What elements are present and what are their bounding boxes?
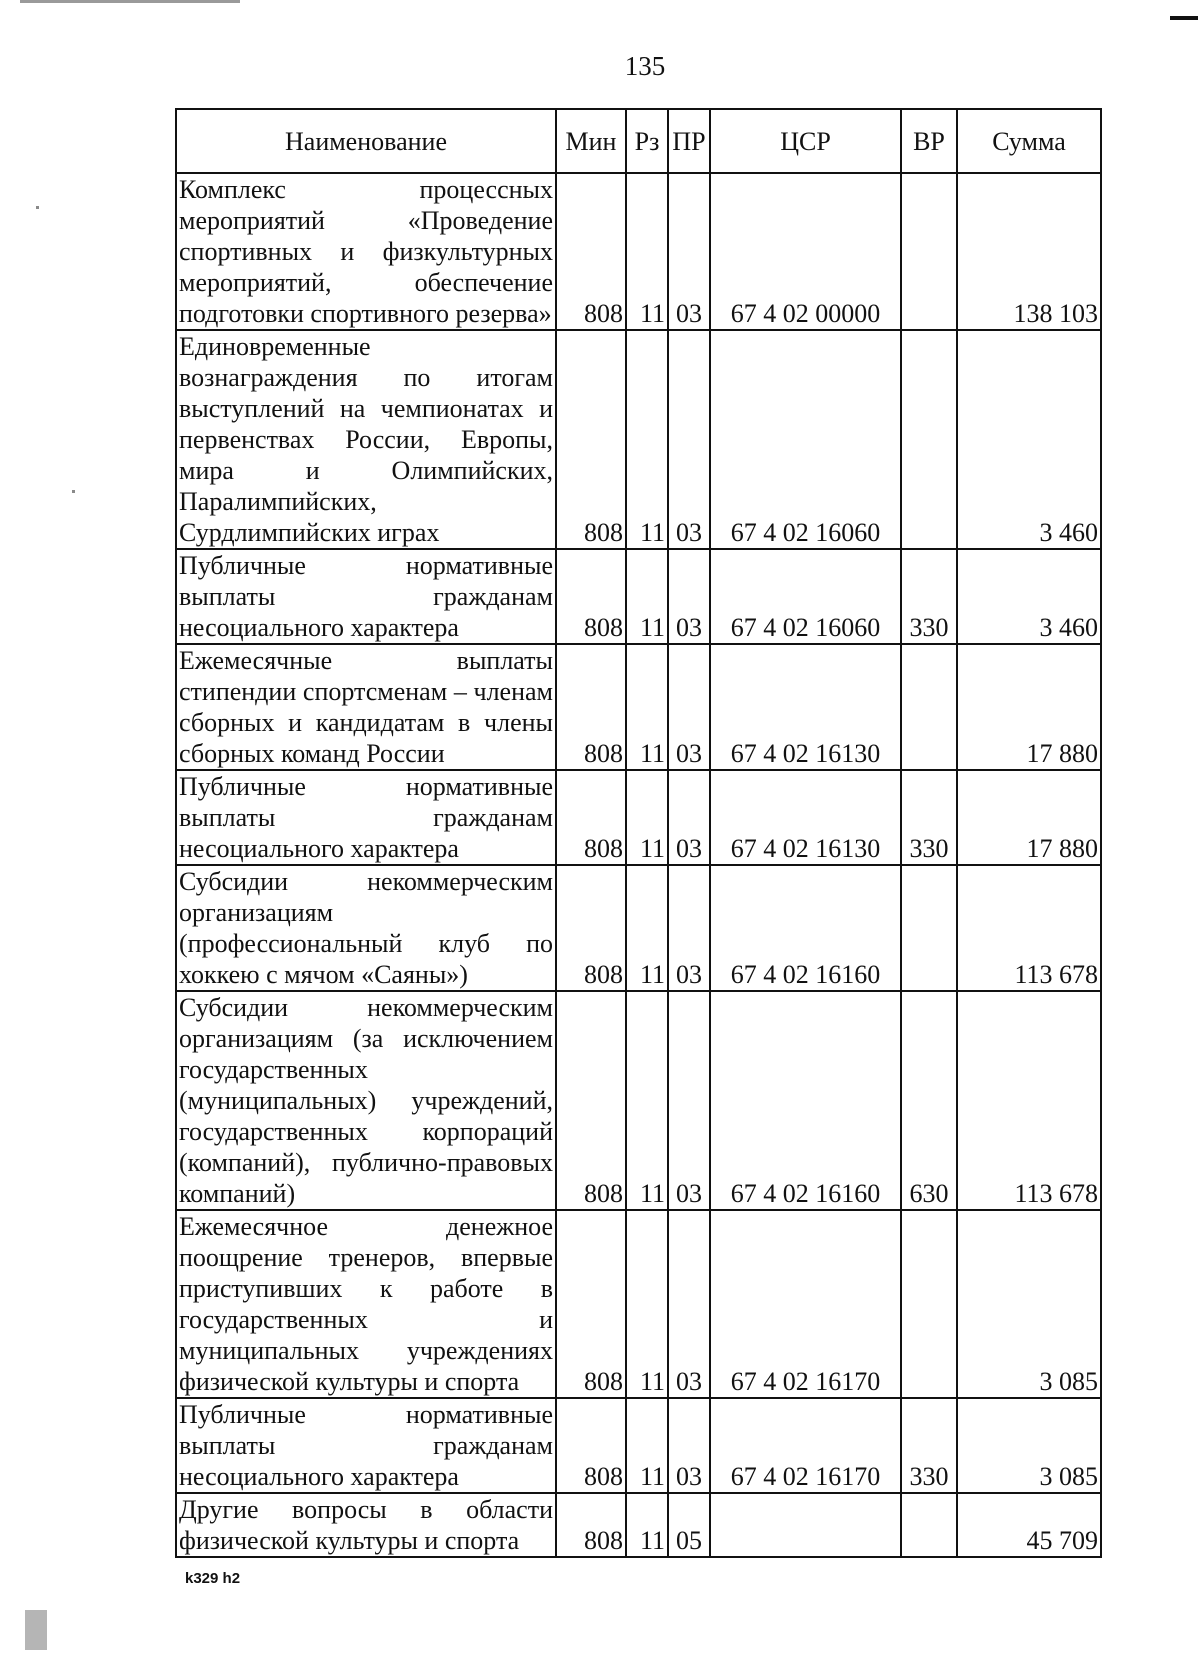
table-row (176, 865, 1101, 991)
budget-table (175, 108, 1102, 1558)
header-sum: Сумма (957, 109, 1101, 173)
row-name: Субсидии некоммерческим организациям (профессиональный клуб по хоккею с мячом «Саяны») (176, 865, 556, 991)
page-number: 135 (624, 51, 666, 81)
row-pr: 05 (668, 1493, 710, 1557)
row-vr (901, 1493, 957, 1557)
row-vr (901, 644, 957, 770)
row-csr: 67 4 02 00000 (710, 173, 901, 330)
row-name: Ежемесячные выплаты стипендии спортсменам – членам сборных и кандидатам в члены сборных команд России (176, 644, 556, 770)
row-name: Единовременные вознаграждения по итогам выступлений на чемпионатах и первенствах России, Европы, мира и Олимпийских, Паралимпийских, Сурдлимпийских играх (176, 330, 556, 549)
footer-code: k329 h2 (185, 1570, 241, 1587)
row-rz: 11 (626, 1398, 668, 1493)
row-min: 808 (556, 770, 626, 865)
row-vr: 330 (901, 770, 957, 865)
row-rz: 11 (626, 865, 668, 991)
row-sum: 3 460 (957, 549, 1101, 644)
row-min: 808 (556, 991, 626, 1210)
row-sum: 138 103 (957, 173, 1101, 330)
row-csr: 67 4 02 16170 (710, 1398, 901, 1493)
row-vr (901, 865, 957, 991)
row-min: 808 (556, 865, 626, 991)
row-name: Публичные нормативные выплаты гражданам несоциального характера (176, 549, 556, 644)
row-pr: 03 (668, 1210, 710, 1398)
row-sum: 3 085 (957, 1210, 1101, 1398)
row-pr: 03 (668, 1398, 710, 1493)
scan-speck (72, 490, 75, 493)
row-rz: 11 (626, 644, 668, 770)
row-pr: 03 (668, 549, 710, 644)
scan-speck (36, 206, 39, 209)
row-csr: 67 4 02 16060 (710, 330, 901, 549)
row-csr: 67 4 02 16170 (710, 1210, 901, 1398)
row-min: 808 (556, 1398, 626, 1493)
row-pr: 03 (668, 173, 710, 330)
row-min: 808 (556, 644, 626, 770)
row-rz: 11 (626, 991, 668, 1210)
row-sum: 45 709 (957, 1493, 1101, 1557)
margin-mark (1170, 16, 1198, 20)
table-row (176, 1210, 1101, 1398)
row-name: Публичные нормативные выплаты гражданам несоциального характера (176, 770, 556, 865)
table-row (176, 173, 1101, 330)
row-sum: 113 678 (957, 865, 1101, 991)
row-pr: 03 (668, 770, 710, 865)
row-name: Комплекс процессных мероприятий «Проведение спортивных и физкультурных мероприятий, обеспечение подготовки спортивного резерва» (176, 173, 556, 330)
row-min: 808 (556, 330, 626, 549)
row-csr: 67 4 02 16060 (710, 549, 901, 644)
row-pr: 03 (668, 644, 710, 770)
row-csr: 67 4 02 16130 (710, 644, 901, 770)
header-min: Мин (556, 109, 626, 173)
header-pr: ПР (668, 109, 710, 173)
table-row (176, 991, 1101, 1210)
row-min: 808 (556, 1493, 626, 1557)
row-min: 808 (556, 173, 626, 330)
row-csr: 67 4 02 16130 (710, 770, 901, 865)
row-pr: 03 (668, 330, 710, 549)
row-vr (901, 1210, 957, 1398)
row-rz: 11 (626, 1210, 668, 1398)
row-rz: 11 (626, 173, 668, 330)
row-vr: 330 (901, 549, 957, 644)
row-rz: 11 (626, 1493, 668, 1557)
scan-edge-line (20, 0, 240, 3)
row-min: 808 (556, 1210, 626, 1398)
header-csr: ЦСР (710, 109, 901, 173)
table-row (176, 1493, 1101, 1557)
row-sum: 3 460 (957, 330, 1101, 549)
scan-speck (25, 1610, 47, 1650)
row-csr: 67 4 02 16160 (710, 991, 901, 1210)
row-name: Ежемесячное денежное поощрение тренеров, впервые приступивших к работе в государственных и муниципальных учреждениях физической культуры и спорта (176, 1210, 556, 1398)
row-min: 808 (556, 549, 626, 644)
row-sum: 17 880 (957, 770, 1101, 865)
row-vr: 630 (901, 991, 957, 1210)
row-vr (901, 330, 957, 549)
row-pr: 03 (668, 865, 710, 991)
table-row (176, 1398, 1101, 1493)
table-row (176, 644, 1101, 770)
table-row (176, 770, 1101, 865)
row-name: Публичные нормативные выплаты гражданам несоциального характера (176, 1398, 556, 1493)
table-row (176, 549, 1101, 644)
table-header-row (176, 109, 1101, 173)
row-pr: 03 (668, 991, 710, 1210)
row-rz: 11 (626, 770, 668, 865)
row-vr: 330 (901, 1398, 957, 1493)
row-rz: 11 (626, 549, 668, 644)
row-sum: 17 880 (957, 644, 1101, 770)
header-name: Наименование (176, 109, 556, 173)
header-rz: Рз (626, 109, 668, 173)
row-rz: 11 (626, 330, 668, 549)
row-sum: 113 678 (957, 991, 1101, 1210)
row-csr: 67 4 02 16160 (710, 865, 901, 991)
row-sum: 3 085 (957, 1398, 1101, 1493)
row-csr (710, 1493, 901, 1557)
row-vr (901, 173, 957, 330)
row-name: Другие вопросы в области физической культуры и спорта (176, 1493, 556, 1557)
header-vr: ВР (901, 109, 957, 173)
table-row (176, 330, 1101, 549)
row-name: Субсидии некоммерческим организациям (за исключением государственных (муниципальных) учреждений, государственных корпораций (компаний), публично-правовых компаний) (176, 991, 556, 1210)
